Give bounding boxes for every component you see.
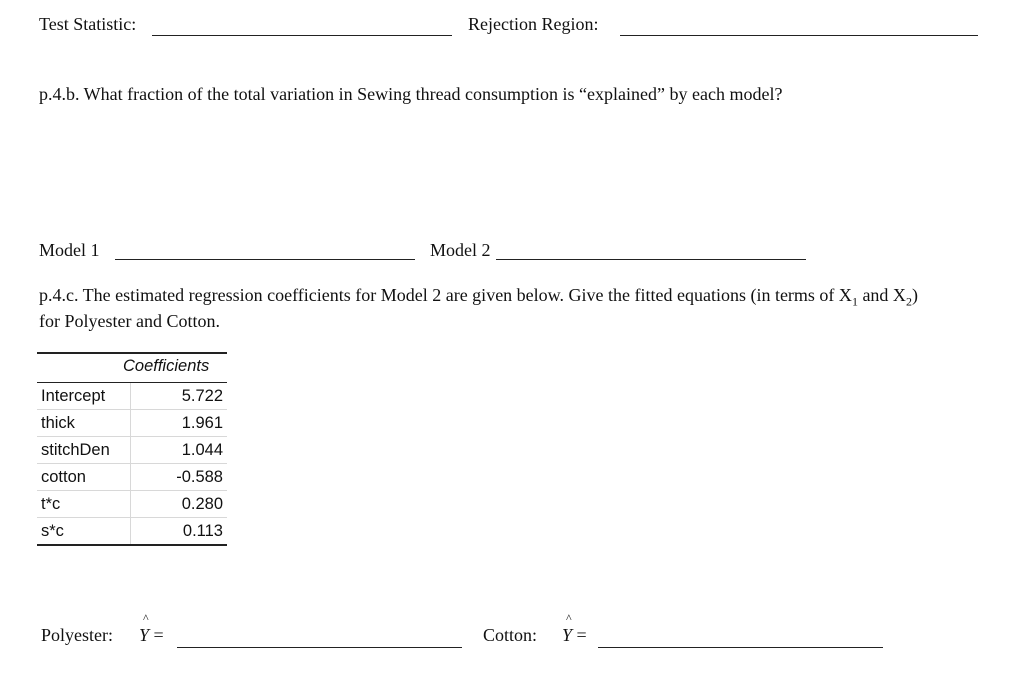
- row-label: stitchDen: [37, 437, 131, 463]
- polyester-answer-line[interactable]: [177, 647, 462, 648]
- table-row: [37, 464, 227, 491]
- question-4c-close: ): [911, 285, 918, 305]
- model-1-label: Model 1: [39, 240, 100, 260]
- question-4c-and: and X: [857, 285, 906, 305]
- table-row: [37, 437, 227, 464]
- row-label: Intercept: [37, 383, 131, 409]
- model-1-answer-line[interactable]: [115, 259, 415, 260]
- cotton-yhat: [562, 611, 587, 646]
- hat-symbol: ^: [143, 611, 149, 625]
- cotton-answer-line[interactable]: [598, 647, 883, 648]
- table-row: [37, 518, 227, 544]
- table-row: [37, 491, 227, 518]
- polyester-yhat: [139, 611, 164, 646]
- coefficients-table: [37, 352, 227, 546]
- equals-sign: =: [153, 625, 164, 645]
- rejection-region-label: Rejection Region:: [468, 14, 599, 34]
- row-value: -0.588: [176, 468, 223, 486]
- rejection-region-answer-line[interactable]: [620, 35, 978, 36]
- question-4b: p.4.b. What fraction of the total variation in Sewing thread consumption is “explained” by each model?: [39, 84, 783, 104]
- model-2-label: Model 2: [430, 240, 491, 260]
- question-4c-line2: for Polyester and Cotton.: [39, 311, 220, 331]
- row-label: t*c: [37, 491, 131, 517]
- row-label: cotton: [37, 464, 131, 490]
- row-label: thick: [37, 410, 131, 436]
- row-value: 1.044: [181, 441, 223, 459]
- y-symbol: Y: [139, 625, 150, 645]
- question-4c-line1: p.4.c. The estimated regression coefficients for Model 2 are given below. Give the fitted equations (in terms of X: [39, 285, 852, 305]
- row-value: 5.722: [181, 387, 223, 405]
- subscript-2: 2: [905, 294, 912, 309]
- row-value: 1.961: [181, 414, 223, 432]
- table-row: [37, 383, 227, 410]
- row-value: 0.113: [182, 522, 223, 540]
- test-statistic-answer-line[interactable]: [152, 35, 452, 36]
- hat-symbol: ^: [566, 611, 572, 625]
- cotton-label: Cotton:: [483, 625, 538, 645]
- model-2-answer-line[interactable]: [496, 259, 806, 260]
- test-statistic-label: Test Statistic:: [39, 14, 137, 34]
- coefficients-header: [37, 354, 227, 383]
- question-4c: [39, 282, 1024, 334]
- row-label: s*c: [37, 518, 131, 544]
- polyester-label: Polyester:: [41, 625, 113, 645]
- y-symbol: Y: [562, 625, 573, 645]
- row-value: 0.280: [181, 495, 223, 513]
- coefficients-header-label: Coefficients: [123, 357, 210, 375]
- table-row: [37, 410, 227, 437]
- subscript-1: 1: [851, 294, 858, 309]
- equals-sign: =: [576, 625, 587, 645]
